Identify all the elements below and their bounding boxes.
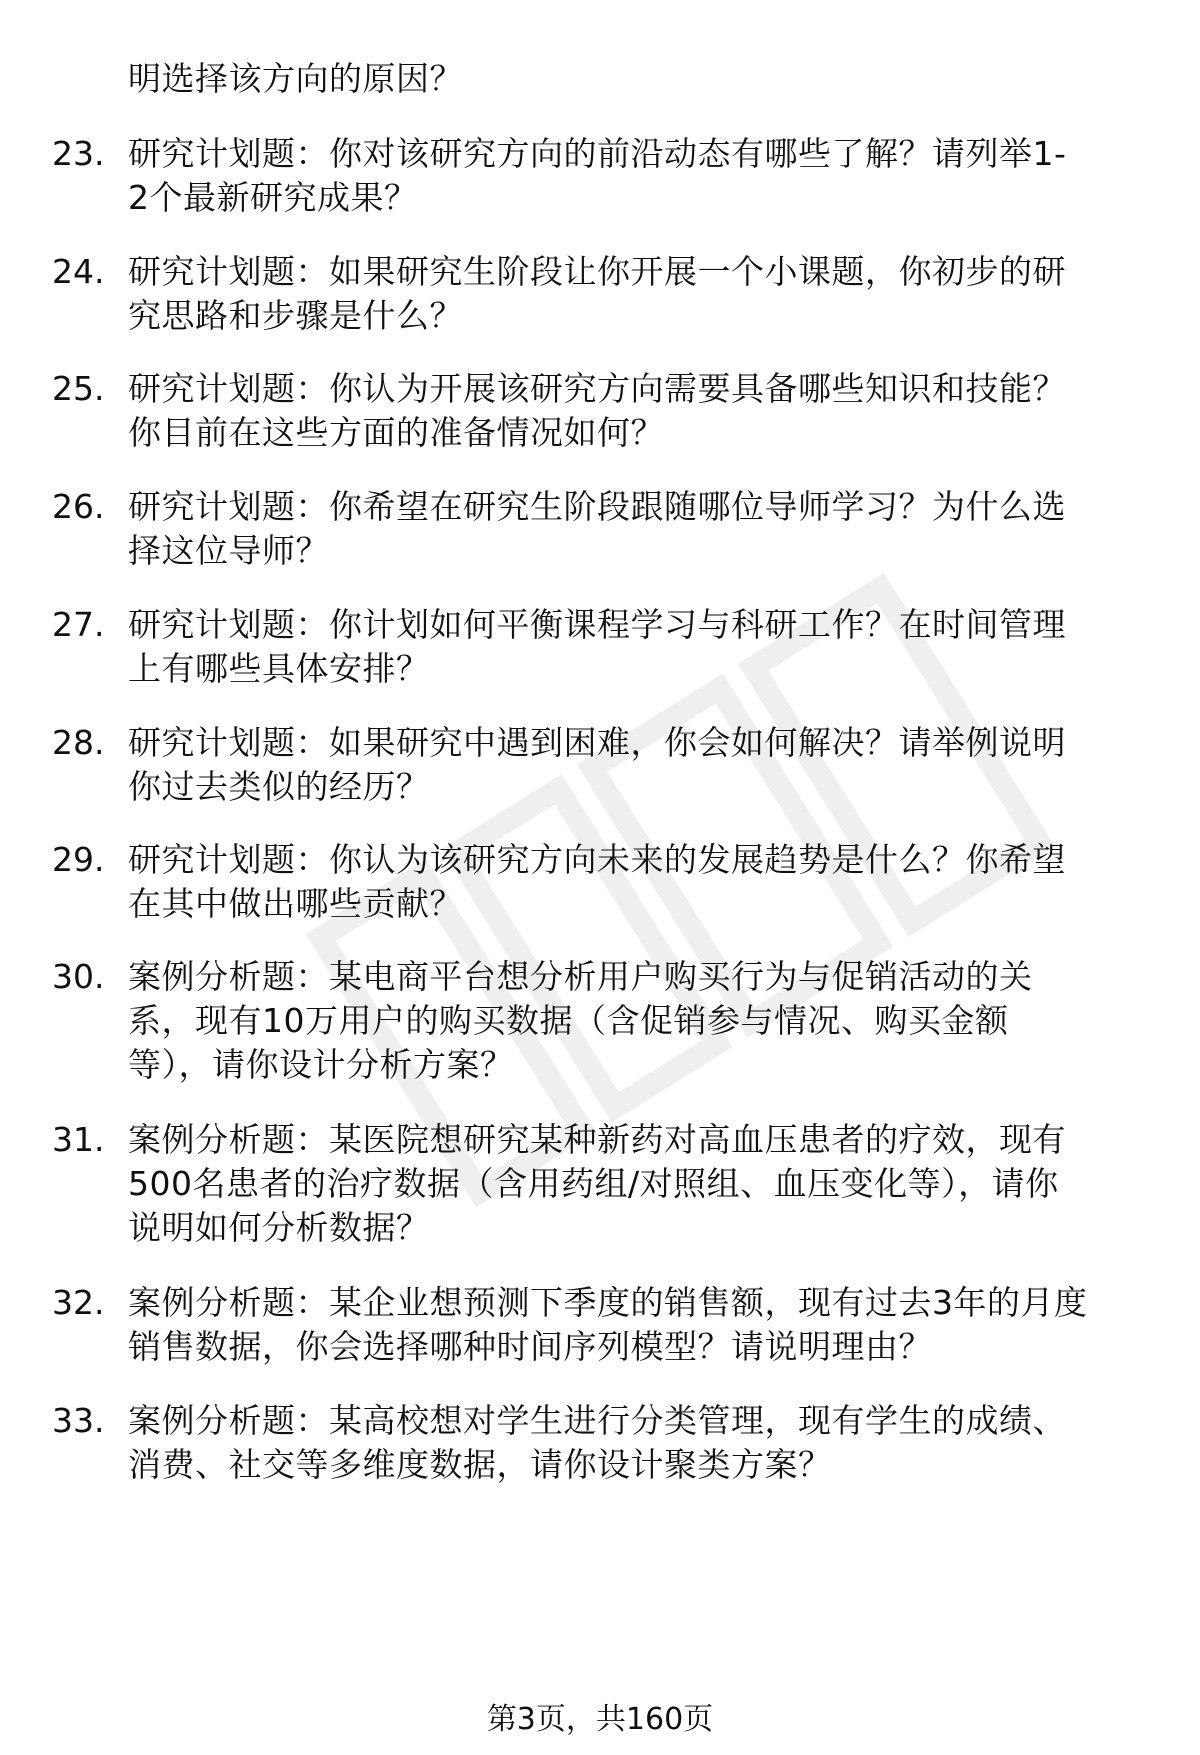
question-text: 2个最新研究成果？ <box>128 178 418 217</box>
question-text: 你目前在这些方面的准备情况如何？ <box>128 413 664 452</box>
question-text: 案例分析题：某医院想研究某种新药对高血压患者的疗效，现有 <box>128 1120 1066 1159</box>
question-text: 研究计划题：你对该研究方向的前沿动态有哪些了解？请列举1- <box>128 134 1067 173</box>
question-text: 研究计划题：如果研究中遇到困难，你会如何解决？请举例说明 <box>128 723 1066 762</box>
question-text: 择这位导师？ <box>128 531 329 570</box>
question-text: 研究计划题：你认为该研究方向未来的发展趋势是什么？你希望 <box>128 840 1066 879</box>
question-text: 在其中做出哪些贡献？ <box>128 884 463 923</box>
question-text: 研究计划题：你希望在研究生阶段跟随哪位导师学习？为什么选 <box>128 487 1066 526</box>
question-text: 研究计划题：你认为开展该研究方向需要具备哪些知识和技能？ <box>128 369 1066 408</box>
question-number: 23. <box>52 134 105 173</box>
question-number: 32. <box>52 1283 105 1322</box>
question-text: 研究计划题：如果研究生阶段让你开展一个小课题，你初步的研 <box>128 252 1066 291</box>
question-text: 说明如何分析数据？ <box>128 1208 430 1247</box>
question-number: 26. <box>52 487 105 526</box>
question-text: 销售数据，你会选择哪种时间序列模型？请说明理由？ <box>128 1327 932 1366</box>
question-number: 31. <box>52 1120 105 1159</box>
question-number: 27. <box>52 605 105 644</box>
question-text: 消费、社交等多维度数据，请你设计聚类方案？ <box>128 1445 832 1484</box>
question-number: 33. <box>52 1401 105 1440</box>
question-text: 案例分析题：某电商平台想分析用户购买行为与促销活动的关 <box>128 957 1033 996</box>
question-number: 25. <box>52 369 105 408</box>
question-text: 究思路和步骤是什么？ <box>128 296 463 335</box>
question-text: 上有哪些具体安排？ <box>128 649 430 688</box>
question-text: 等），请你设计分析方案？ <box>128 1045 514 1084</box>
page-number-footer: 第3页，共160页 <box>486 1702 714 1737</box>
question-number: 29. <box>52 840 105 879</box>
continuation-text: 明选择该方向的原因？ <box>128 59 463 98</box>
question-text: 系，现有10万用户的购买数据（含促销参与情况、购买金额 <box>128 1001 1009 1040</box>
question-text: 你过去类似的经历？ <box>128 767 430 806</box>
question-text: 案例分析题：某企业想预测下季度的销售额，现有过去3年的月度 <box>128 1283 1088 1322</box>
question-number: 30. <box>52 957 105 996</box>
question-number: 24. <box>52 252 105 291</box>
question-number: 28. <box>52 723 105 762</box>
question-text: 案例分析题：某高校想对学生进行分类管理，现有学生的成绩、 <box>128 1401 1066 1440</box>
question-text: 500名患者的治疗数据（含用药组/对照组、血压变化等），请你 <box>128 1164 1059 1203</box>
question-text: 研究计划题：你计划如何平衡课程学习与科研工作？在时间管理 <box>128 605 1066 644</box>
